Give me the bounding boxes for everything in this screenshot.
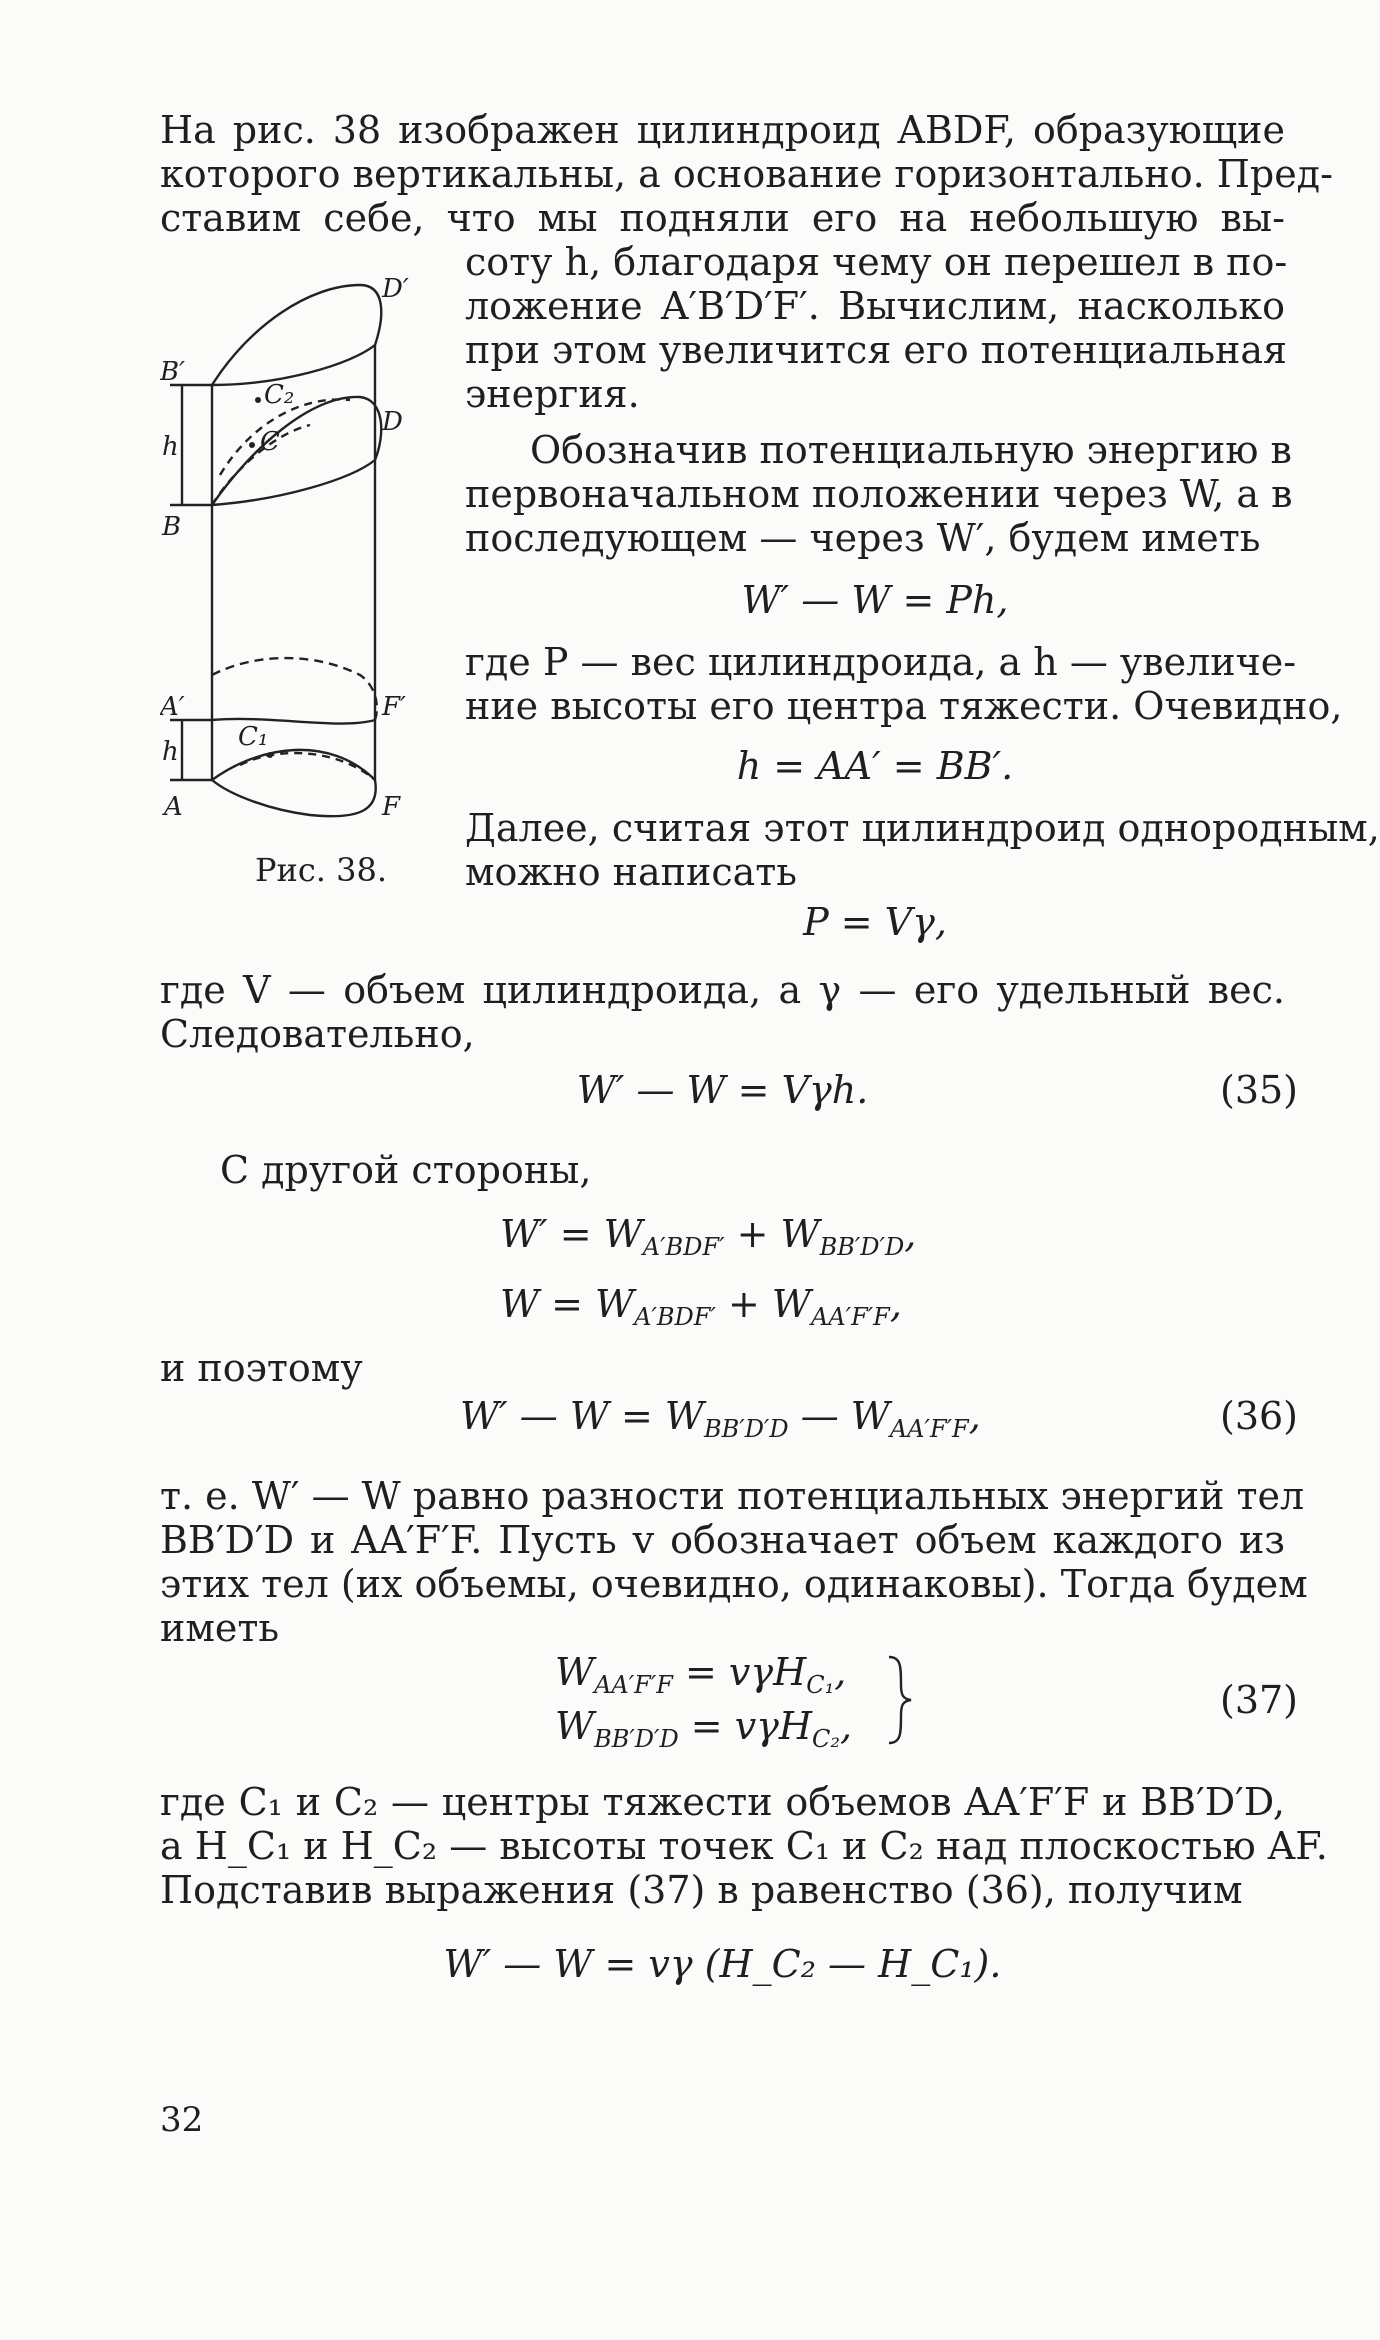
equation: W′ — W = Ph, — [741, 578, 1009, 622]
equation-36: W′ — $W = W_{BB'D'D}$ — $W_{AA'F'F}$, — [460, 1394, 981, 1443]
text-line: которого вертикальны, а основание горизонтально. Пред- — [160, 152, 1333, 196]
equation-37-b: $W_{BB'D'D} = v\gamma H_{C_2}$, — [555, 1704, 853, 1753]
label-d-prime: D′ — [382, 275, 409, 304]
label-h-bottom: h — [162, 737, 179, 767]
equation-35: W′ — W = Vγh. — [576, 1068, 869, 1112]
right-brace — [885, 1655, 915, 1745]
label-b: B — [162, 512, 182, 542]
text-line: при этом увеличится его потенциальная — [465, 328, 1287, 372]
equation-37-a: $W_{AA'F'F} = v\gamma H_{C_1}$, — [555, 1650, 847, 1699]
text-line: т. е. W′ — W равно разности потенциальных энергий тел — [160, 1474, 1305, 1518]
label-b-prime: B′ — [160, 357, 186, 387]
label-h-top: h — [162, 432, 179, 462]
text-line: где P — вес цилиндроида, а h — увеличе- — [465, 640, 1297, 684]
cylindroid-figure — [160, 275, 430, 875]
text-line: Подставив выражения (37) в равенство (36), получим — [160, 1868, 1243, 1912]
final-equation: W′ — W = vγ (H_C₂ — H_C₁). — [443, 1942, 1002, 1986]
c1-point — [267, 752, 273, 758]
c2-point — [255, 397, 261, 403]
text-line: последующем — через W′, будем иметь — [465, 516, 1261, 560]
text-line: С другой стороны, — [220, 1148, 592, 1192]
text-line: ние высоты его центра тяжести. Очевидно, — [465, 684, 1343, 728]
text-line: можно написать — [465, 850, 797, 894]
label-f: F — [382, 792, 401, 822]
text-line: На рис. 38 изображен цилиндроид ABDF, образующие — [160, 108, 1285, 152]
label-c: C — [260, 427, 280, 457]
label-c1: C₁ — [238, 722, 269, 752]
text-line: энергия. — [465, 372, 640, 416]
text-line: и поэтому — [160, 1346, 363, 1390]
figure-caption: Рис. 38. — [255, 851, 388, 889]
text-line: иметь — [160, 1606, 280, 1650]
equation: P = Vγ, — [803, 900, 947, 944]
text-line: Обозначив потенциальную энергию в — [530, 428, 1292, 472]
label-a-prime: A′ — [160, 692, 185, 722]
equation-w-prime: $W' = W_{A'BDF'} + W_{BB'D'D}$, — [500, 1212, 917, 1261]
equation-number: (35) — [1220, 1068, 1299, 1112]
equation-number: (36) — [1220, 1394, 1299, 1438]
text-line: ложение A′B′D′F′. Вычислим, насколько — [465, 284, 1285, 328]
text-line: Далее, считая этот цилиндроид однородным, — [465, 806, 1380, 850]
page-number: 32 — [160, 2100, 204, 2140]
equation-w: $W = W_{A'BDF'} + W_{AA'F'F}$, — [500, 1282, 902, 1331]
text-line: а H_C₁ и H_C₂ — высоты точек C₁ и C₂ над плоскостью AF. — [160, 1824, 1328, 1868]
text-line: Следовательно, — [160, 1012, 475, 1056]
label-d: D — [382, 407, 403, 437]
c-point — [249, 442, 255, 448]
text-line: ставим себе, что мы подняли его на небольшую вы- — [160, 196, 1285, 240]
text-line: где C₁ и C₂ — центры тяжести объемов AA′F′F и BB′D′D, — [160, 1780, 1285, 1824]
text-line: BB′D′D и AA′F′F. Пусть v обозначает объем каждого из — [160, 1518, 1285, 1562]
equation-number: (37) — [1220, 1678, 1299, 1722]
label-f-prime: F′ — [382, 692, 406, 722]
text-line: где V — объем цилиндроида, а γ — его удельный вес. — [160, 968, 1285, 1012]
label-a: A — [164, 792, 183, 822]
text-line: соту h, благодаря чему он перешел в по- — [465, 240, 1288, 284]
equation: h = AA′ = BB′. — [736, 744, 1014, 788]
label-c2: C₂ — [264, 380, 295, 410]
text-line: этих тел (их объемы, очевидно, одинаковы). Тогда будем — [160, 1562, 1308, 1606]
text-line: первоначальном положении через W, а в — [465, 472, 1293, 516]
